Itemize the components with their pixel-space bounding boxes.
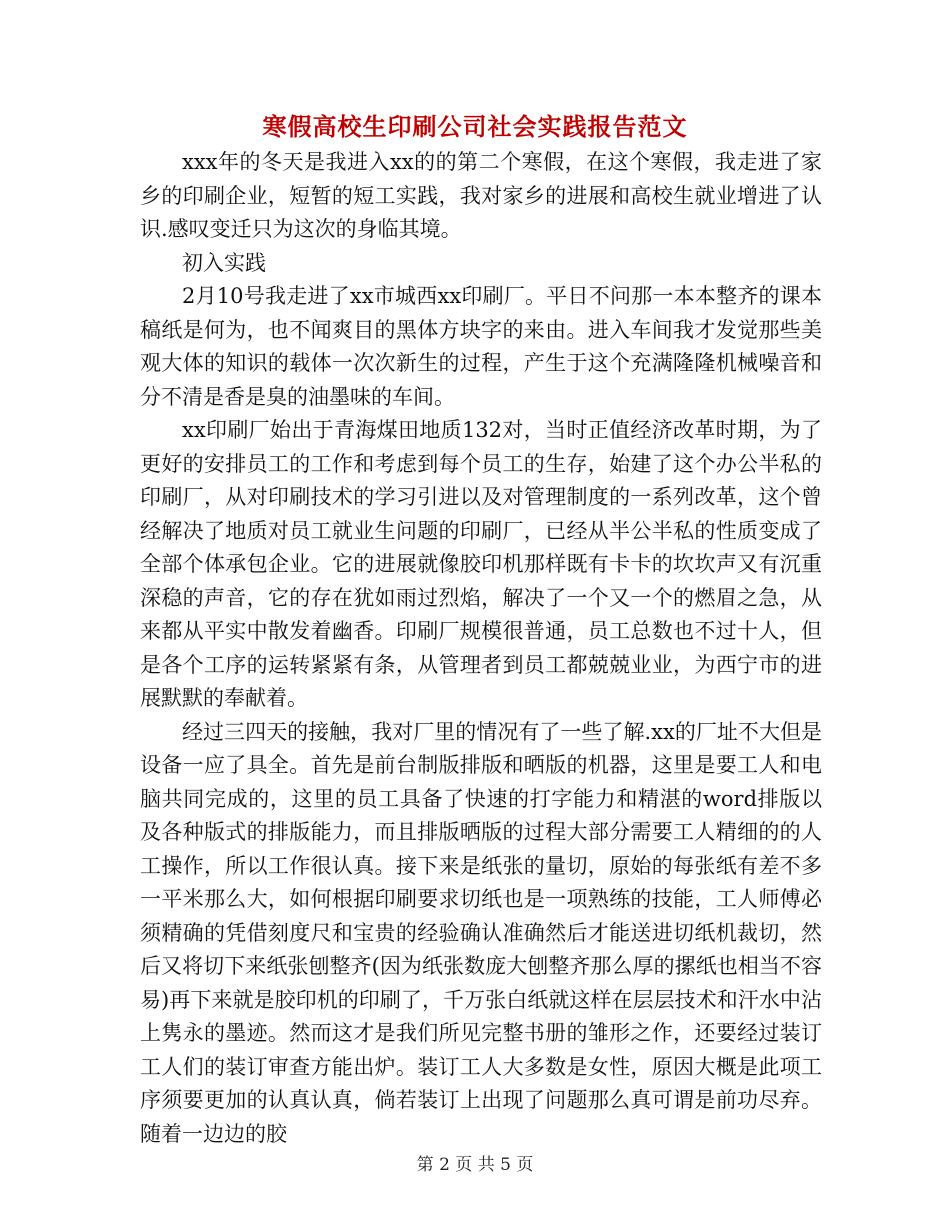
page-number-footer: 第 2 页 共 5 页 (416, 1155, 534, 1175)
paragraph-process: 经过三四天的接触，我对厂里的情况有了一些了解.xx的厂址不大但是设备一应了具全。首先是前台制版排版和晒版的机器，这里是要工人和电脑共同完成的，这里的员工具备了快速的打字能力和精湛的word排版以及各种版式的排版能力，而且排版晒版的过程大部分需要工人精细的的人工操作，所以工作很认真。接下来是纸张的量切，原始的每张纸有差不多一平米那么大，如何根据印刷要求切纸也是一项熟练的技能，工人师傅必须精确的凭借刻度尺和宝贵的经验确认准确然后才能送进切纸机裁切，然后又将切下来纸张刨整齐(因为纸张数庞大刨整齐那么厚的摞纸也相当不容易)再下来就是胶印机的印刷了，千万张白纸就这样在层层技术和汗水中沾上隽永的墨迹。然而这才是我们所见完整书册的雏形之作，还要经过装订工人们的装订审查方能出炉。装订工人大多数是女性，原因大概是此项工序须要更加的认真认真，倘若装订上出现了问题那么真可谓是前功尽弃。随着一边边的胶 (140, 719, 822, 1146)
paragraph-intro: xxx年的冬天是我进入xx的的第二个寒假，在这个寒假，我走进了家乡的印刷企业，短暂的短工实践，我对家乡的进展和高校生就业增进了认识.感叹变迁只为这次的身临其境。 (140, 150, 822, 241)
document-title: 寒假高校生印刷公司社会实践报告范文 (262, 112, 688, 141)
paragraph-first-day: 2月10号我走进了xx市城西xx印刷厂。平日不问那一本本整齐的课本稿纸是何为，也不闻爽目的黑体方块字的来由。进入车间我才发觉那些美观大体的知识的载体一次次新生的过程，产生于这个充满隆隆机械噪音和分不清是香是臭的油墨味的车间。 (140, 284, 822, 409)
document-body (140, 146, 822, 1151)
paragraph-history: xx印刷厂始出于青海煤田地质132对，当时正值经济改革时期，为了更好的安排员工的工作和考虑到每个员工的生存，始建了这个办公半私的印刷厂，从对印刷技术的学习引进以及对管理制度的一系列改革，这个曾经解决了地质对员工就业生问题的印刷厂，已经从半公半私的性质变成了全部个体承包企业。它的进展就像胶印机那样既有卡卡的坎坎声又有沉重深稳的声音，它的存在犹如雨过烈焰，解决了一个又一个的燃眉之急，从来都从平实中散发着幽香。印刷厂规模很普通，员工总数也不过十人，但是各个工序的运转紧紧有条，从管理者到员工都兢兢业业，为西宁市的进展默默的奉献着。 (140, 418, 822, 710)
section-heading: 初入实践 (182, 250, 266, 275)
